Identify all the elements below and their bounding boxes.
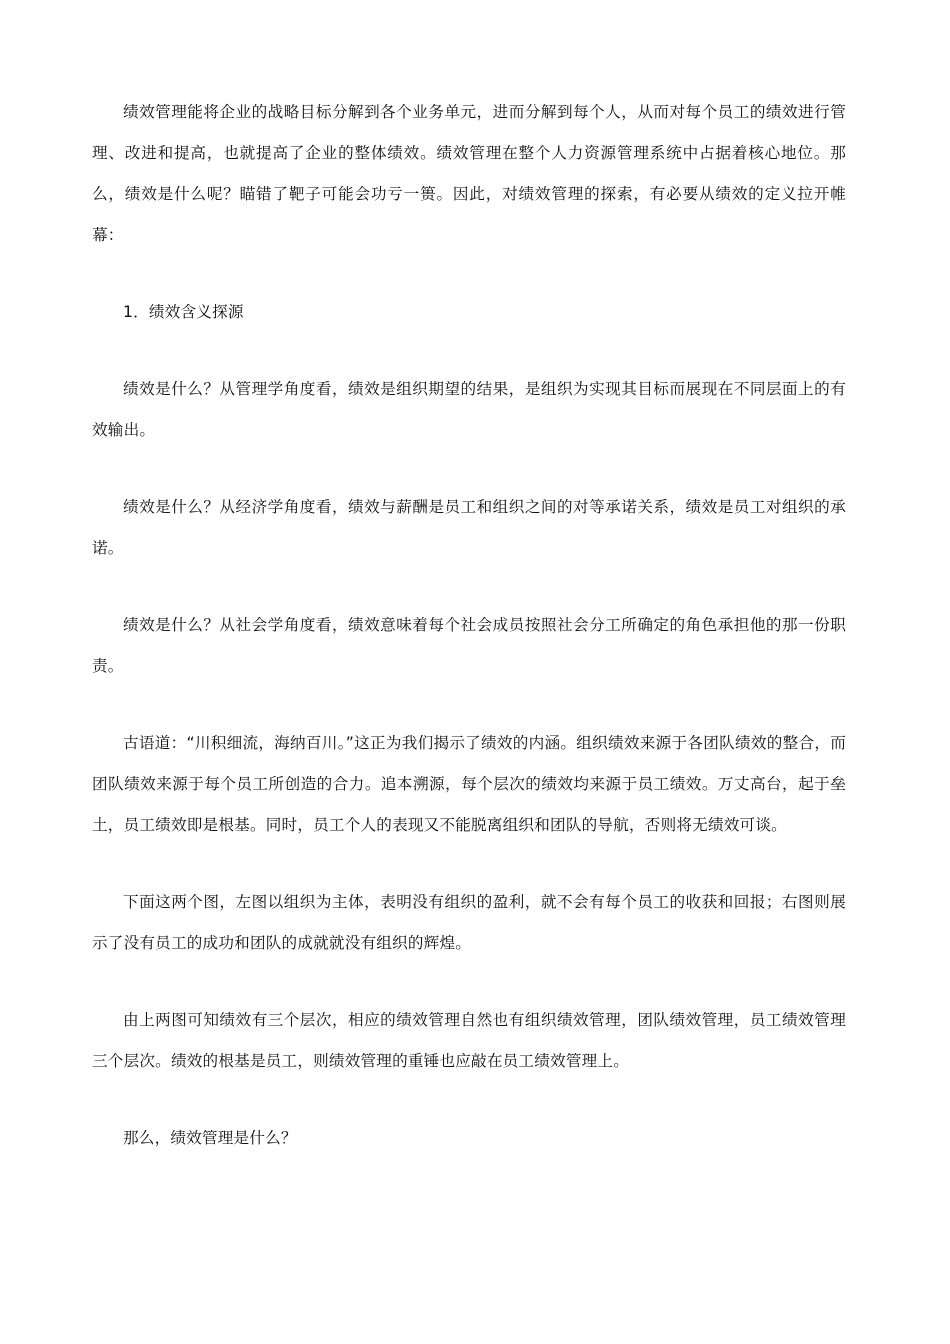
paragraph-proverb: 古语道：“川积细流，海纳百川。”这正为我们揭示了绩效的内涵。组织绩效来源于各团队绩效的整合，而团队绩效来源于每个员工所创造的合力。追本溯源，每个层次的绩效均来源于员工绩效。万丈高台，起于垒土，员工绩效即是根基。同时，员工个人的表现又不能脱离组织和团队的导航，否则将无绩效可谈。 (92, 734, 846, 834)
paragraph-management: 绩效是什么？从管理学角度看，绩效是组织期望的结果，是组织为实现其目标而展现在不同层面上的有效输出。 (92, 380, 846, 439)
section-heading: 1．绩效含义探源 (123, 303, 244, 321)
paragraph-economics: 绩效是什么？从经济学角度看，绩效与薪酬是员工和组织之间的对等承诺关系，绩效是员工对组织的承诺。 (92, 498, 846, 557)
paragraph-sociology: 绩效是什么？从社会学角度看，绩效意味着每个社会成员按照社会分工所确定的角色承担他的那一份职责。 (92, 616, 846, 675)
paragraph-levels: 由上两图可知绩效有三个层次，相应的绩效管理自然也有组织绩效管理，团队绩效管理，员工绩效管理三个层次。绩效的根基是员工，则绩效管理的重锤也应敲在员工绩效管理上。 (92, 1011, 846, 1070)
document-body (92, 92, 846, 1195)
paragraph-figures: 下面这两个图，左图以组织为主体，表明没有组织的盈利，就不会有每个员工的收获和回报；右图则展示了没有员工的成功和团队的成就就没有组织的辉煌。 (92, 893, 846, 952)
paragraph-intro: 绩效管理能将企业的战略目标分解到各个业务单元，进而分解到每个人，从而对每个员工的绩效进行管理、改进和提高，也就提高了企业的整体绩效。绩效管理在整个人力资源管理系统中占据着核心地位。那么，绩效是什么呢？瞄错了靶子可能会功亏一篑。因此，对绩效管理的探索，有必要从绩效的定义拉开帷幕： (92, 103, 846, 244)
paragraph-question: 那么，绩效管理是什么？ (123, 1129, 297, 1147)
